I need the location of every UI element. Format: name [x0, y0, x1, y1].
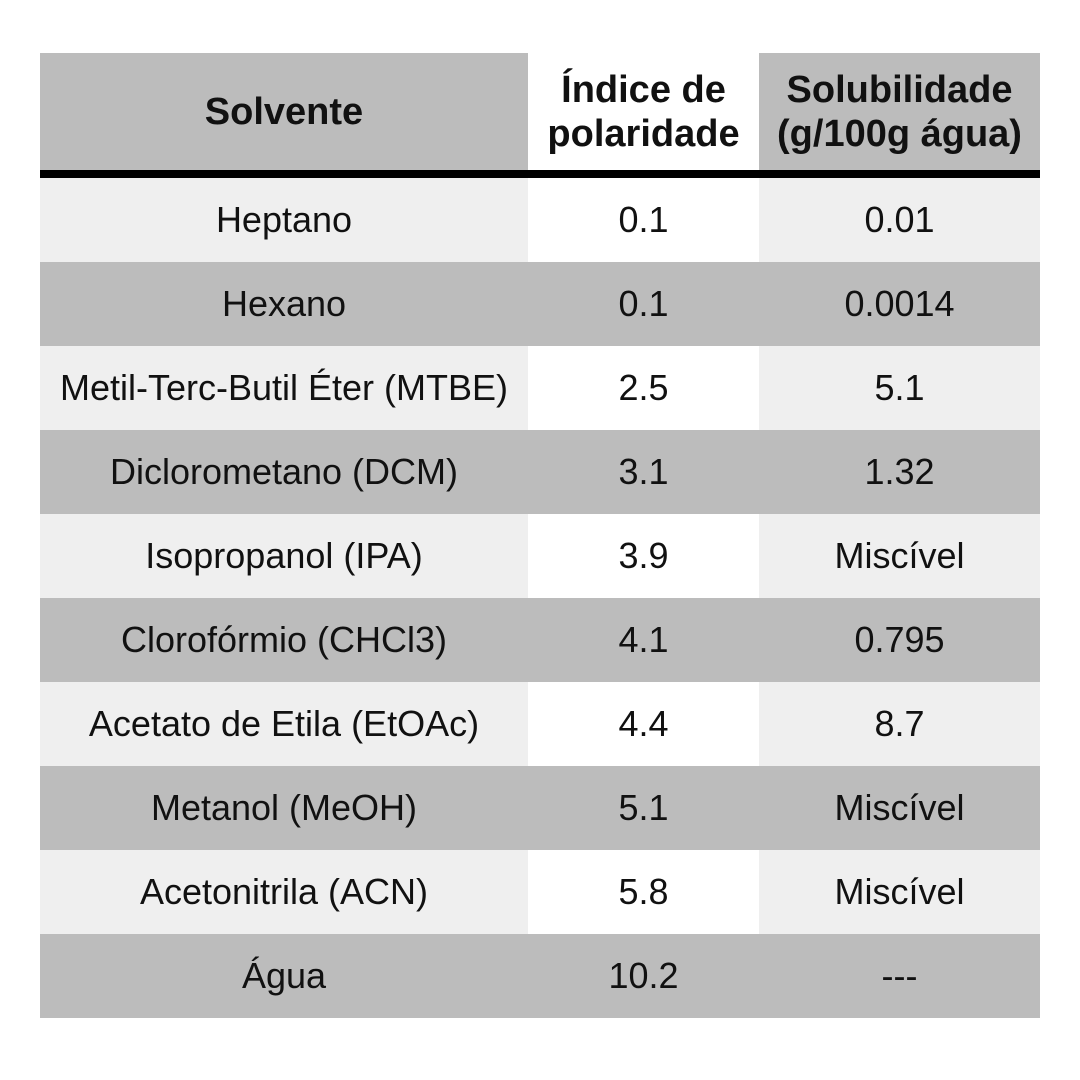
cell-solvente: Hexano: [40, 262, 528, 346]
cell-indice: 2.5: [528, 346, 759, 430]
column-header-solubilidade: [759, 53, 1040, 170]
cell-solubilidade: 0.795: [759, 598, 1040, 682]
cell-solubilidade: Miscível: [759, 766, 1040, 850]
table-header-row: [40, 53, 1040, 178]
column-header-indice-line1: Índice de: [561, 68, 726, 111]
cell-solubilidade: 1.32: [759, 430, 1040, 514]
cell-solubilidade: ---: [759, 934, 1040, 1018]
cell-solvente: Clorofórmio (CHCl3): [40, 598, 528, 682]
cell-indice: 4.1: [528, 598, 759, 682]
cell-indice: 3.9: [528, 514, 759, 598]
cell-solubilidade: 0.01: [759, 178, 1040, 262]
cell-solubilidade: 0.0014: [759, 262, 1040, 346]
cell-solubilidade: 8.7: [759, 682, 1040, 766]
cell-solvente: Metanol (MeOH): [40, 766, 528, 850]
cell-indice: 4.4: [528, 682, 759, 766]
cell-solubilidade: Miscível: [759, 514, 1040, 598]
cell-solvente: Diclorometano (DCM): [40, 430, 528, 514]
cell-solvente: Isopropanol (IPA): [40, 514, 528, 598]
table-row: [40, 682, 1040, 766]
cell-indice: 3.1: [528, 430, 759, 514]
table-row: [40, 850, 1040, 934]
cell-solvente: Heptano: [40, 178, 528, 262]
table-row: [40, 514, 1040, 598]
table-row: [40, 430, 1040, 514]
cell-indice: 5.1: [528, 766, 759, 850]
column-header-indice-line2: polaridade: [547, 112, 740, 155]
cell-indice: 0.1: [528, 262, 759, 346]
cell-solubilidade: 5.1: [759, 346, 1040, 430]
table-row: [40, 766, 1040, 850]
table-row: [40, 178, 1040, 262]
cell-solvente: Água: [40, 934, 528, 1018]
column-header-solubilidade-line2: (g/100g água): [777, 112, 1022, 155]
cell-solvente: Acetato de Etila (EtOAc): [40, 682, 528, 766]
cell-indice: 10.2: [528, 934, 759, 1018]
cell-indice: 0.1: [528, 178, 759, 262]
column-header-solvente: [40, 53, 528, 170]
table-row: [40, 346, 1040, 430]
cell-solvente: Metil-Terc-Butil Éter (MTBE): [40, 346, 528, 430]
cell-solvente: Acetonitrila (ACN): [40, 850, 528, 934]
table-row: [40, 598, 1040, 682]
cell-indice: 5.8: [528, 850, 759, 934]
table-row: [40, 934, 1040, 1018]
solvents-table: [40, 53, 1040, 1018]
column-header-indice-polaridade: [528, 53, 759, 170]
cell-solubilidade: Miscível: [759, 850, 1040, 934]
column-header-solvente-label: Solvente: [204, 90, 364, 133]
table-row: [40, 262, 1040, 346]
column-header-solubilidade-line1: Solubilidade: [786, 68, 1013, 111]
